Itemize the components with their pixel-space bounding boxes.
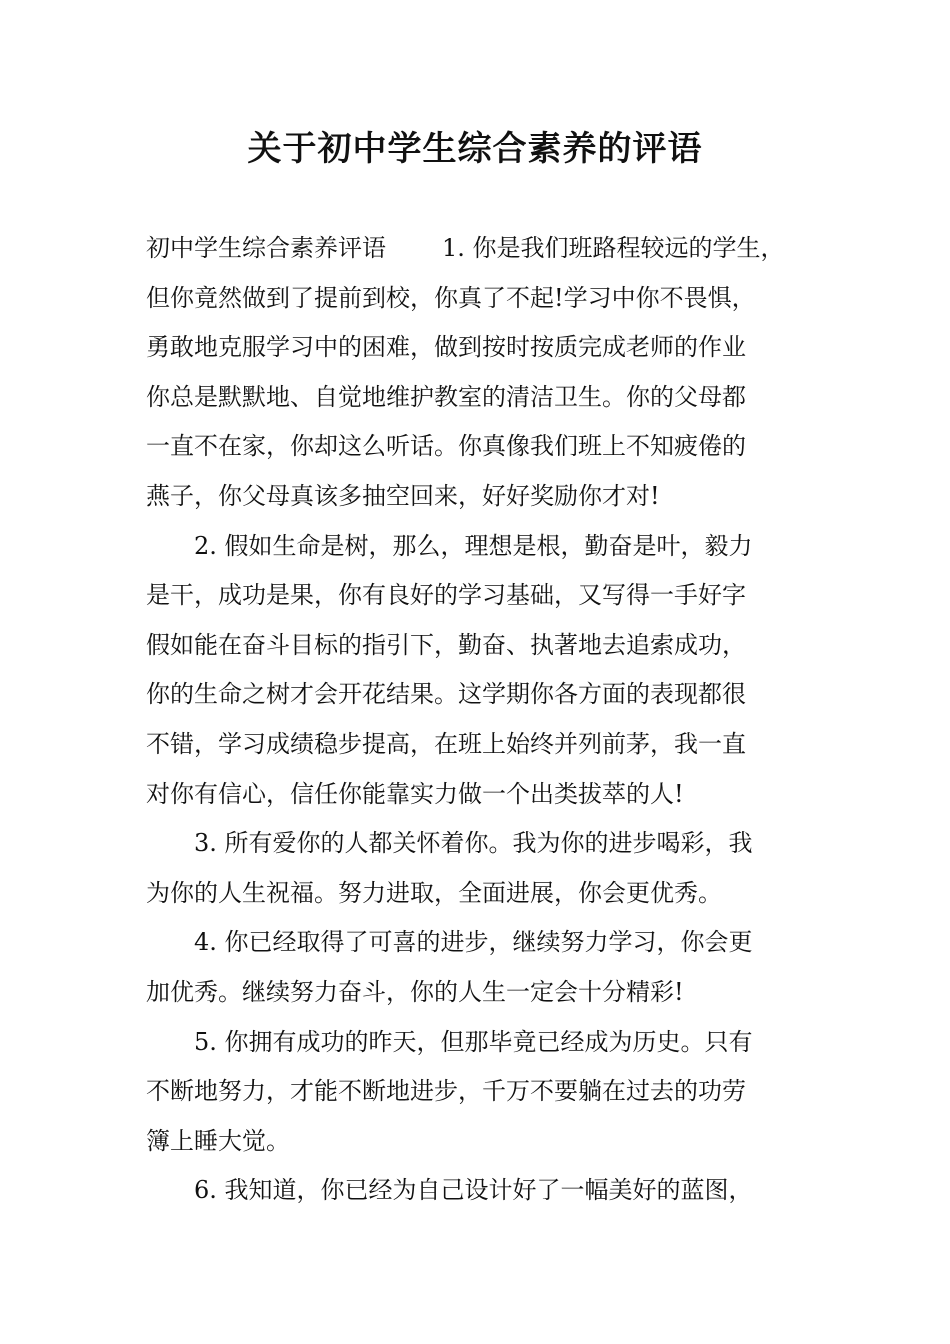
text-line (146, 1117, 810, 1167)
line-text: 假如能在奋斗目标的指引下，勤奋、执著地去追索成功， (146, 630, 746, 659)
text-line (146, 1067, 810, 1117)
text-line (146, 918, 810, 968)
text-line (146, 323, 810, 373)
line-text: 3. 所有爱你的人都关怀着你。我为你的进步喝彩，我 (194, 829, 753, 858)
line-text: 簿上睡大觉。 (146, 1126, 290, 1155)
text-line (146, 522, 810, 572)
document-body (146, 224, 810, 1216)
text-line (146, 621, 810, 671)
line-text: 对你有信心，信任你能靠实力做一个出类拔萃的人! (146, 779, 684, 808)
line-text: 是干，成功是果，你有良好的学习基础，又写得一手好字 (146, 581, 746, 610)
text-line (146, 869, 810, 919)
document-title: 关于初中学生综合素养的评语 (247, 129, 703, 169)
line-text: 2. 假如生命是树，那么，理想是根，勤奋是叶，毅力 (194, 531, 753, 560)
text-line (146, 571, 810, 621)
line-text: 不错，学习成绩稳步提高，在班上始终并列前茅，我一直 (146, 729, 746, 758)
line-text-tail: 1. 你是我们班路程较远的学生， (442, 234, 785, 262)
text-line (146, 819, 810, 869)
text-line (146, 1018, 810, 1068)
text-line (146, 472, 810, 522)
line-text: 6. 我知道，你已经为自己设计好了一幅美好的蓝图， (194, 1176, 753, 1205)
line-text: 为你的人生祝福。努力进取，全面进展，你会更优秀。 (146, 878, 722, 907)
line-text: 初中学生综合素养评语 (146, 234, 386, 262)
line-text: 你总是默默地、自觉地维护教室的清洁卫生。你的父母都 (146, 382, 746, 411)
text-line (146, 422, 810, 472)
text-line (146, 224, 810, 274)
line-text: 不断地努力，才能不断地进步，千万不要躺在过去的功劳 (146, 1077, 746, 1106)
line-text: 但你竟然做到了提前到校，你真了不起!学习中你不畏惧， (146, 283, 756, 312)
line-text: 你的生命之树才会开花结果。这学期你各方面的表现都很 (146, 680, 746, 709)
line-text: 勇敢地克服学习中的困难，做到按时按质完成老师的作业 (146, 333, 746, 362)
line-text: 燕子，你父母真该多抽空回来，好好奖励你才对! (146, 481, 660, 510)
text-line (146, 274, 810, 324)
line-text: 加优秀。继续努力奋斗，你的人生一定会十分精彩! (146, 977, 684, 1006)
text-line (146, 373, 810, 423)
text-line (146, 720, 810, 770)
line-text: 一直不在家，你却这么听话。你真像我们班上不知疲倦的 (146, 432, 746, 461)
line-text: 5. 你拥有成功的昨天，但那毕竟已经成为历史。只有 (194, 1027, 753, 1056)
text-line (146, 770, 810, 820)
text-line (146, 968, 810, 1018)
line-text: 4. 你已经取得了可喜的进步，继续努力学习，你会更 (194, 928, 753, 957)
text-line (146, 1166, 810, 1216)
text-line (146, 670, 810, 720)
